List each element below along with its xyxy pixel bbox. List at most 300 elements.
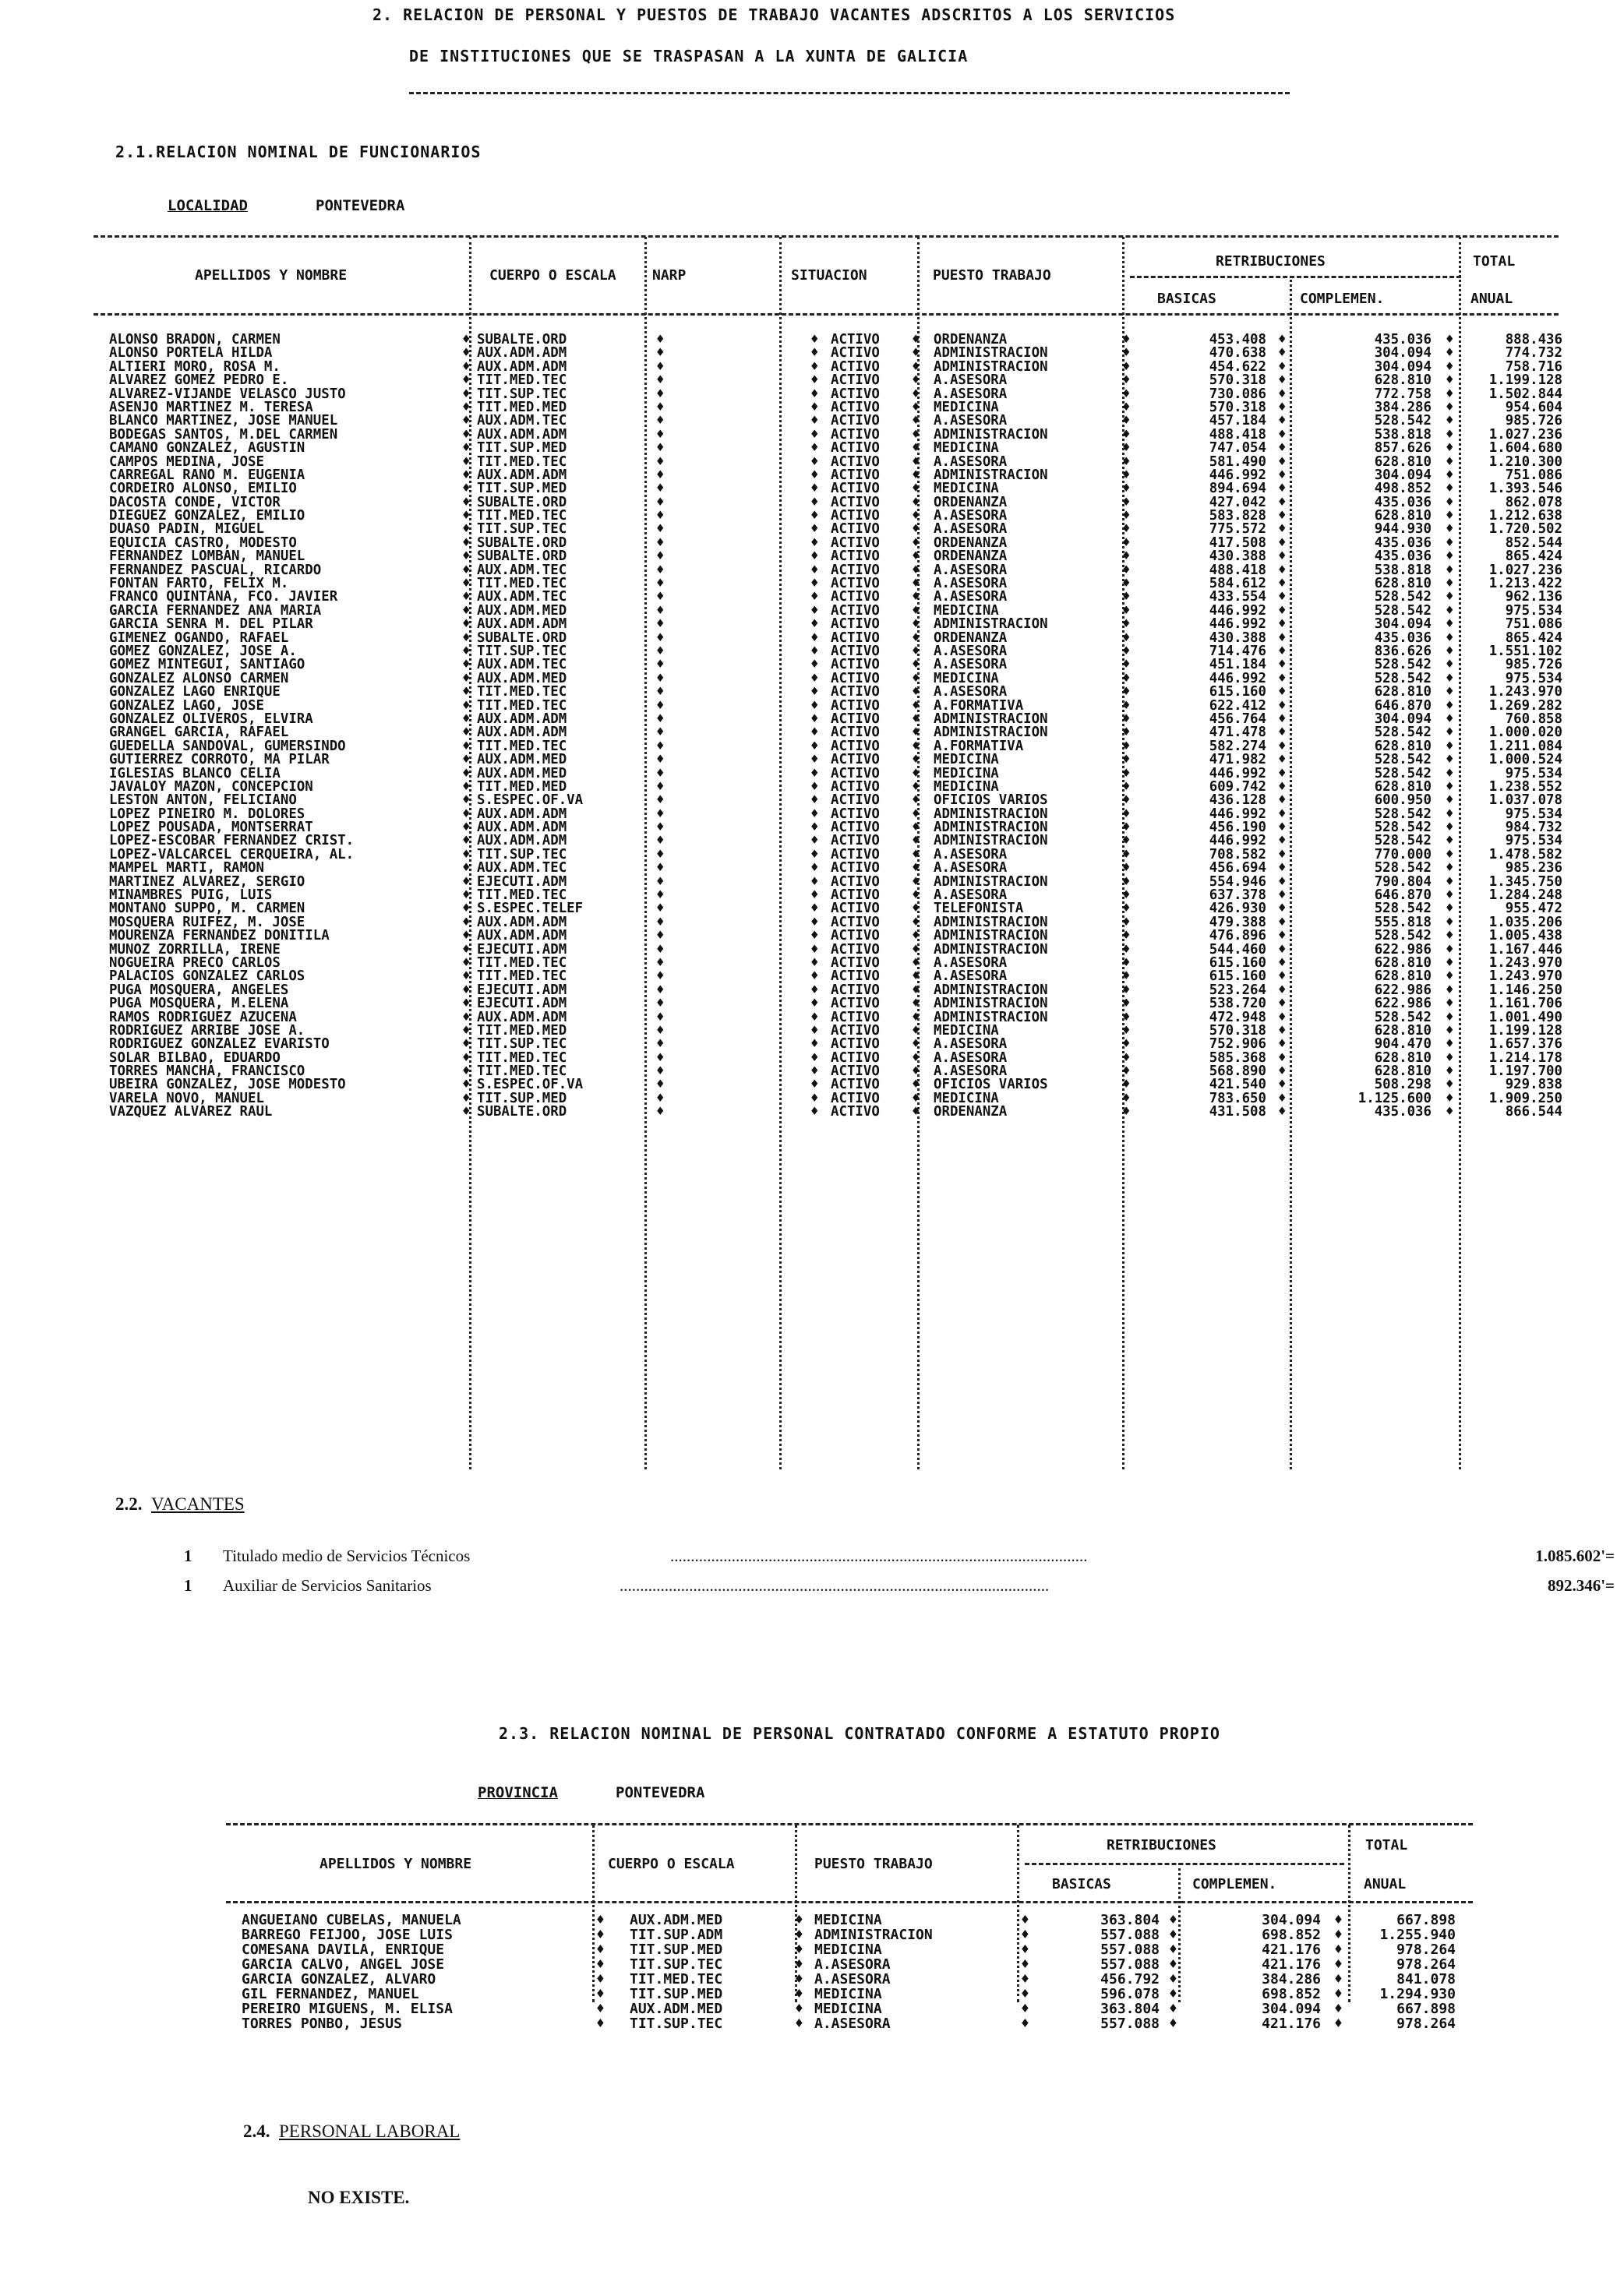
province-value: PONTEVEDRA xyxy=(616,1784,705,1801)
row-puesto: MEDICINA xyxy=(814,1912,882,1928)
row-total: 866.544 xyxy=(1505,1104,1562,1120)
column-marker: ♦ xyxy=(462,562,471,578)
row-total: 1.393.546 xyxy=(1488,481,1562,497)
row-situacion: ACTIVO xyxy=(831,765,880,781)
column-marker: ♦ xyxy=(462,982,471,998)
row-situacion: ACTIVO xyxy=(831,954,880,971)
row-basicas: 570.318 xyxy=(1209,372,1266,389)
column-marker: ♦ xyxy=(1122,725,1131,741)
row-complem: 698.852 xyxy=(1262,1986,1321,2002)
row-puesto: A.ASESORA xyxy=(934,684,1008,700)
table-row xyxy=(0,2002,1624,2016)
row-complem: 528.542 xyxy=(1374,860,1432,876)
row-situacion: ACTIVO xyxy=(831,386,880,402)
column-marker: ♦ xyxy=(810,657,819,673)
row-name: GUEDELLA SANDOVAL, GUMERSINDO xyxy=(109,738,346,754)
row-puesto: MEDICINA xyxy=(814,1942,882,1958)
column-marker: ♦ xyxy=(1122,453,1131,470)
column-marker: ♦ xyxy=(1122,1049,1131,1066)
row-puesto: A.ASESORA xyxy=(934,589,1008,605)
column-marker: ♦ xyxy=(656,494,665,510)
row-total: 1.243.970 xyxy=(1488,684,1562,700)
row-puesto: A.ASESORA xyxy=(814,2016,891,2032)
row-name: EQUICIA CASTRO, MODESTO xyxy=(109,534,297,551)
col-anual-header: ANUAL xyxy=(1470,291,1513,307)
row-name: PUGA MOSQUERA, ANGELES xyxy=(109,982,289,998)
column-marker: ♦ xyxy=(1122,968,1131,985)
table-row xyxy=(0,618,1624,631)
row-complem: 384.286 xyxy=(1374,399,1432,415)
row-total: 760.858 xyxy=(1505,711,1562,727)
column-marker: ♦ xyxy=(1122,602,1131,619)
column-marker: ♦ xyxy=(1169,2016,1177,2032)
column-marker: ♦ xyxy=(656,1077,665,1093)
row-puesto: A.ASESORA xyxy=(934,562,1008,578)
row-total: 862.078 xyxy=(1505,494,1562,510)
section-2-4-title: 2.4. PERSONAL LABORAL xyxy=(243,2121,461,2141)
row-cuerpo: AUX.ADM.TEC xyxy=(477,589,567,605)
column-marker: ♦ xyxy=(810,711,819,727)
col2-basicas-header: BASICAS xyxy=(1052,1876,1111,1892)
column-marker: ♦ xyxy=(912,738,920,754)
row-situacion: ACTIVO xyxy=(831,752,880,768)
row-name: ALONSO PORTELA HILDA xyxy=(109,345,273,362)
column-marker: ♦ xyxy=(1278,399,1287,415)
column-marker: ♦ xyxy=(656,887,665,904)
column-marker: ♦ xyxy=(810,643,819,659)
column-marker: ♦ xyxy=(656,643,665,659)
col2-name-header: APELLIDOS Y NOMBRE xyxy=(320,1856,472,1872)
row-complem: 944.930 xyxy=(1374,521,1432,538)
row-situacion: ACTIVO xyxy=(831,982,880,998)
row-puesto: A.ASESORA xyxy=(934,846,1008,862)
col2-total-header: TOTAL xyxy=(1365,1837,1408,1853)
row-situacion: ACTIVO xyxy=(831,860,880,876)
column-marker: ♦ xyxy=(1334,1927,1343,1943)
column-marker: ♦ xyxy=(1446,494,1454,510)
row-total: 1.243.970 xyxy=(1488,954,1562,971)
column-marker: ♦ xyxy=(656,820,665,836)
column-marker: ♦ xyxy=(1446,481,1454,497)
row-total: 984.732 xyxy=(1505,820,1562,836)
heading-line-2: DE INSTITUCIONES QUE SE TRASPASAN A LA XUNTA DE GALICIA xyxy=(409,47,969,65)
row-situacion: ACTIVO xyxy=(831,806,880,822)
row-name: JAVALOY MAZON, CONCEPCION xyxy=(109,778,313,795)
column-marker: ♦ xyxy=(795,1942,803,1958)
row-puesto: A.ASESORA xyxy=(934,413,1008,429)
column-marker: ♦ xyxy=(912,725,920,741)
row-situacion: ACTIVO xyxy=(831,778,880,795)
column-marker: ♦ xyxy=(1021,2016,1029,2032)
column-marker: ♦ xyxy=(1278,778,1287,795)
row-complem: 435.036 xyxy=(1374,630,1432,646)
row-name: GONZALEZ LAGO, JOSE xyxy=(109,697,264,714)
row-cuerpo: S.ESPEC.OF.VA xyxy=(477,1077,584,1093)
row-name: LESTON ANTON, FELICIANO xyxy=(109,792,297,809)
row-total: 929.838 xyxy=(1505,1077,1562,1093)
row-puesto: MEDICINA xyxy=(934,1022,999,1039)
row-name: GONZALEZ LAGO ENRIQUE xyxy=(109,684,281,700)
column-marker: ♦ xyxy=(462,630,471,646)
column-marker: ♦ xyxy=(912,413,920,429)
row-complem: 528.542 xyxy=(1374,928,1432,944)
row-cuerpo: AUX.ADM.ADM xyxy=(477,928,567,944)
column-marker: ♦ xyxy=(656,928,665,944)
column-marker: ♦ xyxy=(1446,1036,1454,1053)
row-basicas: 894.694 xyxy=(1209,481,1266,497)
row-cuerpo: TIT.MED.TEC xyxy=(477,576,567,592)
column-marker: ♦ xyxy=(1278,901,1287,917)
column-marker: ♦ xyxy=(810,562,819,578)
column-marker: ♦ xyxy=(810,521,819,538)
row-complem: 528.542 xyxy=(1374,1009,1432,1025)
row-total: 1.502.844 xyxy=(1488,386,1562,402)
column-marker: ♦ xyxy=(912,806,920,822)
column-marker: ♦ xyxy=(810,453,819,470)
column-marker: ♦ xyxy=(1169,1971,1177,1987)
row-name: MINAMBRES PUIG, LUIS xyxy=(109,887,273,904)
row-complem: 528.542 xyxy=(1374,833,1432,849)
row-puesto: MEDICINA xyxy=(934,752,999,768)
column-marker: ♦ xyxy=(656,697,665,714)
row-total: 1.000.020 xyxy=(1488,725,1562,741)
column-marker: ♦ xyxy=(1446,873,1454,890)
row-cuerpo: TIT.SUP.MED xyxy=(477,481,567,497)
col-retrib-header: RETRIBUCIONES xyxy=(1216,253,1326,270)
row-total: 751.086 xyxy=(1505,616,1562,633)
row-situacion: ACTIVO xyxy=(831,711,880,727)
table2-top-rule xyxy=(226,1823,1473,1825)
column-marker: ♦ xyxy=(1446,846,1454,862)
column-marker: ♦ xyxy=(912,521,920,538)
column-marker: ♦ xyxy=(656,873,665,890)
column-marker: ♦ xyxy=(1446,413,1454,429)
row-basicas: 451.184 xyxy=(1209,657,1266,673)
row-cuerpo: AUX.ADM.MED xyxy=(630,2001,723,2017)
column-marker: ♦ xyxy=(912,996,920,1012)
column-marker: ♦ xyxy=(1122,873,1131,890)
row-cuerpo: AUX.ADM.MED xyxy=(477,602,567,619)
row-situacion: ACTIVO xyxy=(831,873,880,890)
vacancy-count: 1 xyxy=(184,1576,192,1595)
row-name: CAMANO GONZALEZ, AGUSTIN xyxy=(109,440,305,457)
row-name: BLANCO MARTINEZ, JOSE MANUEL xyxy=(109,413,338,429)
column-marker: ♦ xyxy=(1122,846,1131,862)
row-basicas: 554.946 xyxy=(1209,873,1266,890)
column-marker: ♦ xyxy=(912,508,920,524)
column-marker: ♦ xyxy=(1446,399,1454,415)
column-marker: ♦ xyxy=(810,860,819,876)
row-puesto: MEDICINA xyxy=(934,399,999,415)
table-row xyxy=(0,929,1624,943)
column-marker: ♦ xyxy=(1446,1022,1454,1039)
row-situacion: ACTIVO xyxy=(831,1049,880,1066)
column-marker: ♦ xyxy=(1122,954,1131,971)
column-marker: ♦ xyxy=(462,534,471,551)
row-cuerpo: TIT.MED.TEC xyxy=(477,697,567,714)
column-marker: ♦ xyxy=(1021,1942,1029,1958)
column-marker: ♦ xyxy=(912,481,920,497)
column-marker: ♦ xyxy=(1278,386,1287,402)
column-marker: ♦ xyxy=(1334,2001,1343,2017)
column-marker: ♦ xyxy=(1278,345,1287,362)
row-cuerpo: SUBALTE.ORD xyxy=(477,548,567,565)
column-marker: ♦ xyxy=(912,332,920,347)
row-basicas: 456.792 xyxy=(1100,1971,1160,1987)
row-situacion: ACTIVO xyxy=(831,996,880,1012)
column-marker: ♦ xyxy=(656,968,665,985)
column-marker: ♦ xyxy=(656,792,665,809)
row-puesto: A.ASESORA xyxy=(934,508,1008,524)
column-marker: ♦ xyxy=(1122,643,1131,659)
row-name: MUNOZ ZORRILLA, IRENE xyxy=(109,941,281,958)
column-marker: ♦ xyxy=(1278,860,1287,876)
column-marker: ♦ xyxy=(656,481,665,497)
column-marker: ♦ xyxy=(462,589,471,605)
column-marker: ♦ xyxy=(656,602,665,619)
row-name: GOMEZ GONZALEZ, JOSE A. xyxy=(109,643,297,659)
column-marker: ♦ xyxy=(462,954,471,971)
row-complem: 904.470 xyxy=(1374,1036,1432,1053)
column-marker: ♦ xyxy=(1446,820,1454,836)
column-marker: ♦ xyxy=(1122,1022,1131,1039)
row-situacion: ACTIVO xyxy=(831,399,880,415)
column-marker: ♦ xyxy=(912,630,920,646)
column-marker: ♦ xyxy=(1021,1912,1029,1928)
column-marker: ♦ xyxy=(596,1971,605,1987)
column-marker: ♦ xyxy=(1278,630,1287,646)
row-name: FONTAN FARTO, FELIX M. xyxy=(109,576,289,592)
column-marker: ♦ xyxy=(1021,1986,1029,2002)
row-puesto: A.ASESORA xyxy=(934,576,1008,592)
row-puesto: ADMINISTRACION xyxy=(934,711,1048,727)
column-marker: ♦ xyxy=(462,576,471,592)
column-marker: ♦ xyxy=(1122,697,1131,714)
row-complem: 622.986 xyxy=(1374,982,1432,998)
column-marker: ♦ xyxy=(656,1063,665,1080)
row-total: 1.211.084 xyxy=(1488,738,1562,754)
col2-cuerpo-header: CUERPO O ESCALA xyxy=(608,1856,735,1872)
row-total: 1.909.250 xyxy=(1488,1090,1562,1106)
column-marker: ♦ xyxy=(810,778,819,795)
column-marker: ♦ xyxy=(656,1009,665,1025)
column-marker: ♦ xyxy=(912,1022,920,1039)
column-marker: ♦ xyxy=(1122,386,1131,402)
column-marker: ♦ xyxy=(810,928,819,944)
column-marker: ♦ xyxy=(1122,928,1131,944)
row-basicas: 446.992 xyxy=(1209,806,1266,822)
row-complem: 304.094 xyxy=(1374,358,1432,375)
row-puesto: A.ASESORA xyxy=(934,1063,1008,1080)
row-total: 1.005.438 xyxy=(1488,928,1562,944)
locality-label: LOCALIDAD xyxy=(168,197,248,214)
row-puesto: ADMINISTRACION xyxy=(934,1009,1048,1025)
column-marker: ♦ xyxy=(656,372,665,389)
row-puesto: ADMINISTRACION xyxy=(934,467,1048,483)
column-marker: ♦ xyxy=(1446,792,1454,809)
row-cuerpo: EJECUTI.ADM xyxy=(477,873,567,890)
row-cuerpo: TIT.SUP.MED xyxy=(477,440,567,457)
col-total-header: TOTAL xyxy=(1473,253,1516,270)
row-complem: 304.094 xyxy=(1374,345,1432,362)
row-cuerpo: TIT.SUP.TEC xyxy=(477,846,567,862)
row-cuerpo: S.ESPEC.TELEF xyxy=(477,901,584,917)
column-marker: ♦ xyxy=(656,399,665,415)
row-total: 1.027.236 xyxy=(1488,426,1562,443)
row-total: 751.086 xyxy=(1505,467,1562,483)
row-name: LOPEZ POUSADA, MONTSERRAT xyxy=(109,820,313,836)
column-marker: ♦ xyxy=(1278,521,1287,538)
column-marker: ♦ xyxy=(462,358,471,375)
column-marker: ♦ xyxy=(912,1063,920,1080)
row-basicas: 557.088 xyxy=(1100,1942,1160,1958)
row-puesto: A.ASESORA xyxy=(934,968,1008,985)
row-basicas: 446.992 xyxy=(1209,602,1266,619)
row-situacion: ACTIVO xyxy=(831,901,880,917)
row-puesto: A.ASESORA xyxy=(934,643,1008,659)
column-marker: ♦ xyxy=(1122,914,1131,930)
heading-rule xyxy=(409,92,1290,94)
row-name: SOLAR BILBAO, EDUARDO xyxy=(109,1049,281,1066)
row-complem: 836.626 xyxy=(1374,643,1432,659)
row-cuerpo: SUBALTE.ORD xyxy=(477,630,567,646)
column-marker: ♦ xyxy=(810,954,819,971)
row-basicas: 417.508 xyxy=(1209,534,1266,551)
row-puesto: A.ASESORA xyxy=(934,860,1008,876)
column-marker: ♦ xyxy=(810,833,819,849)
row-name: ALVAREZ GOMEZ PEDRO E. xyxy=(109,372,289,389)
column-marker: ♦ xyxy=(912,576,920,592)
row-cuerpo: AUX.ADM.ADM xyxy=(477,820,567,836)
column-marker: ♦ xyxy=(656,630,665,646)
row-situacion: ACTIVO xyxy=(831,1077,880,1093)
row-situacion: ACTIVO xyxy=(831,494,880,510)
column-marker: ♦ xyxy=(596,2001,605,2017)
row-basicas: 426.930 xyxy=(1209,901,1266,917)
column-marker: ♦ xyxy=(462,860,471,876)
table-row xyxy=(0,1106,1624,1119)
column-marker: ♦ xyxy=(462,453,471,470)
column-marker: ♦ xyxy=(1122,820,1131,836)
row-puesto: MEDICINA xyxy=(934,670,999,686)
column-marker: ♦ xyxy=(1278,1063,1287,1080)
row-puesto: ADMINISTRACION xyxy=(934,358,1048,375)
row-situacion: ACTIVO xyxy=(831,616,880,633)
column-marker: ♦ xyxy=(1278,941,1287,958)
row-cuerpo: S.ESPEC.OF.VA xyxy=(477,792,584,809)
row-name: LOPEZ-VALCARCEL CERQUEIRA, AL. xyxy=(109,846,355,862)
row-puesto: ORDENANZA xyxy=(934,494,1008,510)
column-marker: ♦ xyxy=(1122,684,1131,700)
column-marker: ♦ xyxy=(810,697,819,714)
col-name-header: APELLIDOS Y NOMBRE xyxy=(195,267,348,284)
column-marker: ♦ xyxy=(810,765,819,781)
row-basicas: 431.508 xyxy=(1209,1104,1266,1120)
row-name: DIEGUEZ GONZALEZ, EMILIO xyxy=(109,508,305,524)
column-marker: ♦ xyxy=(1446,548,1454,565)
column-marker: ♦ xyxy=(1446,901,1454,917)
column-marker: ♦ xyxy=(462,901,471,917)
row-total: 865.424 xyxy=(1505,630,1562,646)
column-marker: ♦ xyxy=(912,711,920,727)
column-marker: ♦ xyxy=(1122,941,1131,958)
row-basicas: 471.982 xyxy=(1209,752,1266,768)
column-marker: ♦ xyxy=(912,1090,920,1106)
column-marker: ♦ xyxy=(656,413,665,429)
column-marker: ♦ xyxy=(912,616,920,633)
column-marker: ♦ xyxy=(1122,670,1131,686)
column-marker: ♦ xyxy=(1278,372,1287,389)
row-situacion: ACTIVO xyxy=(831,589,880,605)
vacancy-count: 1 xyxy=(184,1547,192,1565)
column-marker: ♦ xyxy=(1122,833,1131,849)
row-name: DUASO PADIN, MIGUEL xyxy=(109,521,264,538)
row-situacion: ACTIVO xyxy=(831,630,880,646)
row-situacion: ACTIVO xyxy=(831,657,880,673)
column-marker: ♦ xyxy=(912,846,920,862)
column-marker: ♦ xyxy=(1278,1036,1287,1053)
column-marker: ♦ xyxy=(656,576,665,592)
column-marker: ♦ xyxy=(1446,440,1454,457)
column-marker: ♦ xyxy=(462,752,471,768)
column-marker: ♦ xyxy=(810,941,819,958)
column-marker: ♦ xyxy=(1122,806,1131,822)
column-marker: ♦ xyxy=(1334,2016,1343,2032)
row-basicas: 433.554 xyxy=(1209,589,1266,605)
column-marker: ♦ xyxy=(1278,928,1287,944)
row-total: 1.284.248 xyxy=(1488,887,1562,904)
row-name: MOSQUERA RUIFEZ, M. JOSE xyxy=(109,914,305,930)
column-marker: ♦ xyxy=(1021,1956,1029,1973)
row-cuerpo: TIT.MED.TEC xyxy=(477,954,567,971)
row-situacion: ACTIVO xyxy=(831,670,880,686)
heading-line-1: 2. RELACION DE PERSONAL Y PUESTOS DE TRABAJO VACANTES ADSCRITOS A LOS SERVICIOS xyxy=(372,5,1176,24)
row-cuerpo: AUX.ADM.TEC xyxy=(477,860,567,876)
column-marker: ♦ xyxy=(462,399,471,415)
row-cuerpo: TIT.MED.MED xyxy=(477,1022,567,1039)
row-total: 1.213.422 xyxy=(1488,576,1562,592)
column-marker: ♦ xyxy=(656,765,665,781)
column-marker: ♦ xyxy=(810,887,819,904)
column-marker: ♦ xyxy=(1334,1986,1343,2002)
column-marker: ♦ xyxy=(795,2016,803,2032)
row-cuerpo: SUBALTE.ORD xyxy=(477,534,567,551)
row-total: 888.436 xyxy=(1505,332,1562,347)
row-cuerpo: TIT.SUP.TEC xyxy=(477,643,567,659)
row-puesto: TELEFONISTA xyxy=(934,901,1024,917)
row-situacion: ACTIVO xyxy=(831,846,880,862)
row-basicas: 523.264 xyxy=(1209,982,1266,998)
column-marker: ♦ xyxy=(912,534,920,551)
column-marker: ♦ xyxy=(462,1049,471,1066)
row-basicas: 783.650 xyxy=(1209,1090,1266,1106)
row-basicas: 544.460 xyxy=(1209,941,1266,958)
row-total: 1.000.524 xyxy=(1488,752,1562,768)
row-cuerpo: TIT.MED.TEC xyxy=(477,887,567,904)
row-name: RODRIGUEZ ARRIBE JOSE A. xyxy=(109,1022,305,1039)
column-marker: ♦ xyxy=(1278,1049,1287,1066)
column-marker: ♦ xyxy=(810,873,819,890)
column-marker: ♦ xyxy=(1122,860,1131,876)
row-cuerpo: TIT.MED.TEC xyxy=(477,508,567,524)
row-total: 1.345.750 xyxy=(1488,873,1562,890)
column-marker: ♦ xyxy=(810,481,819,497)
column-marker: ♦ xyxy=(656,332,665,347)
row-puesto: A.ASESORA xyxy=(934,1049,1008,1066)
section-2-2-title: 2.2. VACANTES xyxy=(115,1494,245,1514)
row-basicas: 446.992 xyxy=(1209,670,1266,686)
row-puesto: ADMINISTRACION xyxy=(934,996,1048,1012)
